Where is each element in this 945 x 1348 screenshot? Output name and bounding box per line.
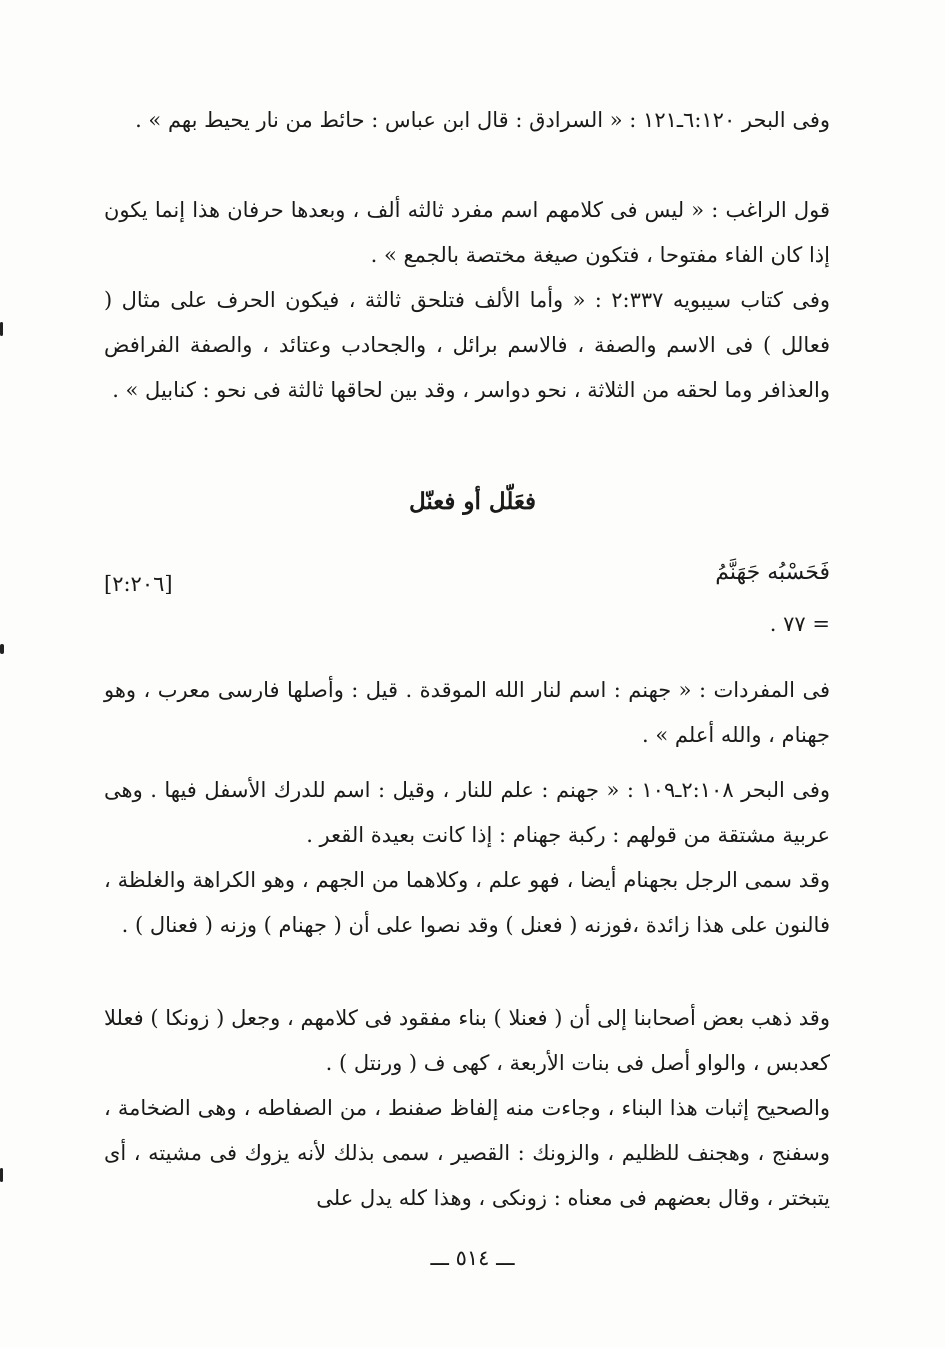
page-number: ـــ ٥١٤ ـــ [430,1246,515,1270]
section-heading: فعَلّل أو فعنّل [408,488,537,515]
paragraph-mufradat: فى المفردات : « جهنم : اسم لنار الله الموقدة . قيل : وأصلها فارسى معرب ، وهو جهنام ، والله أعلم » . [104,678,830,747]
paragraph-fanal-pattern: وقد ذهب بعض أصحابنا إلى أن ( فعنلا ) بناء مفقود فى كلامهم ، وجعل ( زونكا ) فعللا كعدبس ، والواو أصل فى بنات الأربعة ، كهى ف ( ورنتل ) . [104,1006,830,1075]
scan-edge-mark [0,1168,3,1182]
paragraph-jahnam-name: وقد سمى الرجل بجهنام أيضا ، فهو علم ، وكلاهما من الجهم ، وهو الكراهة والغلظة ، فالنون على هذا زائدة ،فوزنه ( فعنل ) وقد نصوا على أن ( جهنام ) وزنه ( فعنال ) . [104,868,830,937]
scan-edge-mark [0,322,3,336]
verse-count: = ٧٧ . [769,612,830,636]
paragraph-bahr-jahannam: وفى البحر ٢:١٠٨ـ١٠٩ : « جهنم : علم للنار ، وقيل : اسم للدرك الأسفل فيها . وهى عربية مشتقة من قولهم : ركبة جهنام : إذا كانت بعيدة القعر . [104,778,830,847]
quran-verse: فَحَسْبُه جَهَنَّمُ [715,560,830,585]
scan-edge-mark [0,644,4,654]
paragraph-raghib: قول الراغب : « ليس فى كلامهم اسم مفرد ثالثه ألف ، وبعدها حرفان هذا إنما يكون إذا كان الفاء مفتوحا ، فتكون صيغة مختصة بالجمع » . [104,198,830,267]
verse-reference: [٢:٢٠٦] [104,572,173,596]
paragraph-correct-view: والصحيح إثبات هذا البناء ، وجاءت منه إلفاظ صفنط ، من الصفاطه ، وهى الضخامة ، وسفنج ، وهجنف للظليم ، والزونك : القصير ، سمى بذلك لأنه يزوك فى مشيته ، أى يتبختر ، وقال بعضهم فى معناه : زونكى ، وهذا كله يدل على [104,1096,830,1210]
paragraph-bahr-suradiq: وفى البحر ٦:١٢٠ـ١٢١ : « السرادق : قال ابن عباس : حائط من نار يحيط بهم » . [135,108,830,132]
paragraph-sibawayh: وفى كتاب سيبويه ٢:٣٣٧ : « وأما الألف فتلحق ثالثة ، فيكون الحرف على مثال ( فعالل ) فى الاسم والصفة ، فالاسم برائل ، والجحادب وعتائد ، والصفة الفرافض والعذافر وما لحقه من الثلاثة ، نحو دواسر ، وقد بين لحاقها ثالثة فى نحو : كنابيل » . [104,288,830,402]
